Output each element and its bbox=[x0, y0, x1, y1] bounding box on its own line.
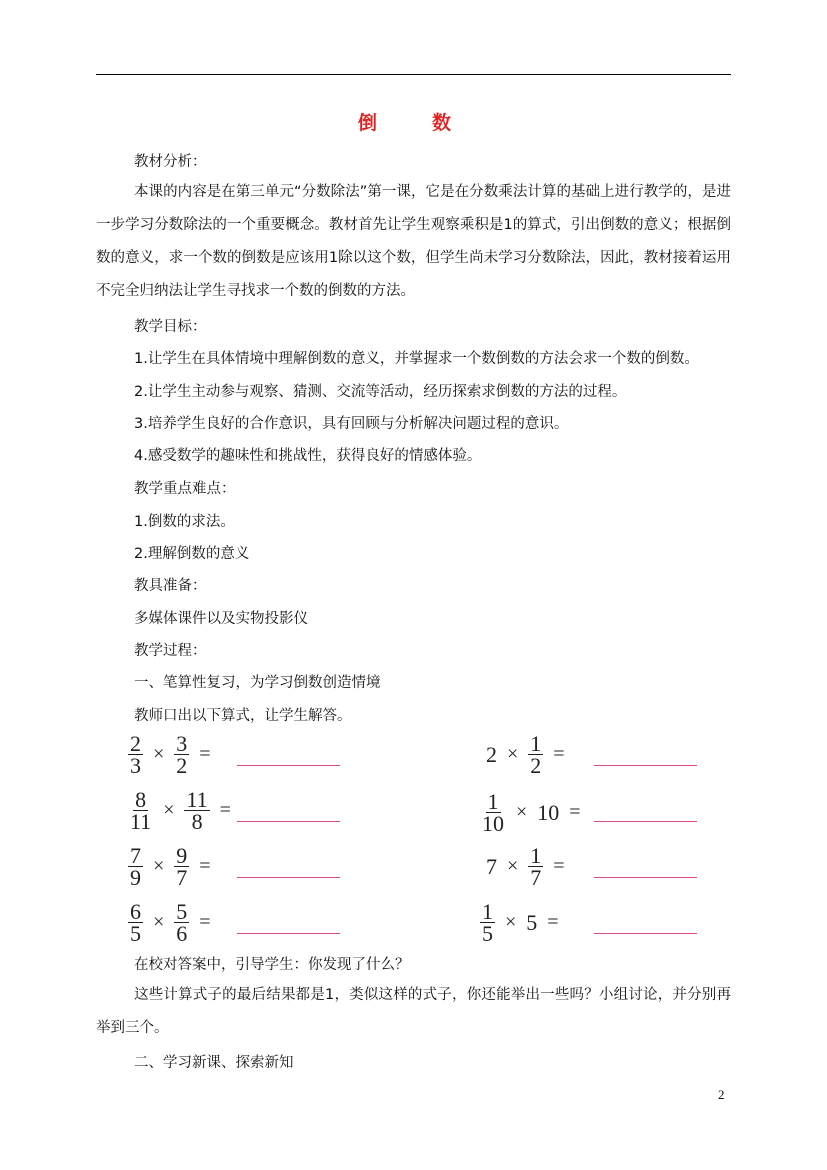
equals-sign: = bbox=[553, 743, 565, 765]
check-question: 在校对答案中，引导学生：你发现了什么？ bbox=[134, 957, 410, 973]
answer-blank[interactable] bbox=[594, 877, 697, 878]
header-rule bbox=[96, 74, 731, 75]
goal-item: 1.让学生在具体情境中理解倒数的意义，并掌握求一个数倒数的方法会求一个数的倒数。 bbox=[134, 351, 699, 367]
whole-number: 2 bbox=[486, 741, 497, 767]
goals-heading: 教学目标： bbox=[134, 319, 207, 335]
step1-intro: 教师口出以下算式，让学生解答。 bbox=[134, 708, 352, 724]
exercise-right-1 bbox=[486, 733, 565, 776]
page-number: 2 bbox=[718, 1087, 725, 1102]
equals-sign: = bbox=[547, 911, 559, 933]
whole-number: 10 bbox=[537, 799, 560, 825]
page-title: 倒 数 bbox=[357, 112, 469, 134]
goal-item: 4.感受数学的趣味性和挑战性，获得良好的情感体验。 bbox=[134, 448, 482, 464]
fraction: $\frac{2}{3}$ bbox=[130, 731, 141, 778]
fraction: $\frac{1}{2}$ bbox=[530, 731, 542, 778]
times-sign: × bbox=[153, 911, 165, 933]
exercise-left-2 bbox=[128, 789, 231, 832]
whole-number: 7 bbox=[486, 853, 497, 879]
fraction: $\frac{11}{8}$ bbox=[186, 787, 208, 834]
equals-sign: = bbox=[219, 799, 231, 821]
times-sign: × bbox=[163, 799, 175, 821]
key-point: 2.理解倒数的意义 bbox=[134, 546, 250, 562]
fraction: $\frac{7}{9}$ bbox=[130, 843, 141, 890]
exercise-left-3 bbox=[128, 845, 211, 888]
exercise-left-1 bbox=[128, 733, 211, 776]
key-heading: 教学重点难点： bbox=[134, 481, 236, 497]
answer-blank[interactable] bbox=[594, 765, 697, 766]
times-sign: × bbox=[507, 743, 519, 765]
fraction: $\frac{1}{5}$ bbox=[482, 899, 493, 946]
exercise-right-3 bbox=[486, 845, 565, 888]
fraction: $\frac{8}{11}$ bbox=[130, 787, 152, 834]
fraction: $\frac{9}{7}$ bbox=[176, 843, 188, 890]
tools-heading: 教具准备： bbox=[134, 578, 207, 594]
whole-number: 5 bbox=[526, 909, 538, 935]
fraction: $\frac{6}{5}$ bbox=[130, 899, 141, 946]
exercise-right-2 bbox=[480, 791, 581, 834]
step2-heading: 二、学习新课、探索新知 bbox=[134, 1055, 294, 1071]
exercise-left-4 bbox=[128, 901, 211, 944]
answer-blank[interactable] bbox=[594, 933, 697, 934]
equals-sign: = bbox=[199, 911, 211, 933]
answer-blank[interactable] bbox=[237, 877, 340, 878]
times-sign: × bbox=[153, 855, 165, 877]
answer-blank[interactable] bbox=[237, 765, 340, 766]
fraction: $\frac{3}{2}$ bbox=[176, 731, 188, 778]
fraction: $\frac{1}{10}$ bbox=[482, 789, 504, 836]
goal-item: 3.培养学生良好的合作意识，具有回顾与分析解决问题过程的意识。 bbox=[134, 416, 569, 432]
times-sign: × bbox=[153, 743, 165, 765]
exercise-right-4 bbox=[480, 901, 559, 944]
fraction: $\frac{1}{7}$ bbox=[530, 843, 542, 890]
equals-sign: = bbox=[569, 801, 581, 823]
equals-sign: = bbox=[199, 855, 211, 877]
times-sign: × bbox=[505, 911, 517, 933]
answer-blank[interactable] bbox=[237, 821, 340, 822]
analysis-heading: 教材分析： bbox=[134, 154, 207, 170]
equals-sign: = bbox=[553, 855, 565, 877]
times-sign: × bbox=[507, 855, 519, 877]
discussion-text: 这些计算式子的最后结果都是1，类似这样的式子，你还能举出一些吗？小组讨论，并分别再举到三个。 bbox=[96, 987, 731, 1036]
tools-text: 多媒体课件以及实物投影仪 bbox=[134, 611, 308, 627]
analysis-body: 本课的内容是在第三单元“分数除法”第一课，它是在分数乘法计算的基础上进行教学的，是进一步学习分数除法的一个重要概念。教材首先让学生观察乘积是1的算式，引出倒数的意义；根据倒数的意义，求一个数的倒数是应该用1除以这个数，但学生尚未学习分数除法，因此，教材接着运用不完全归纳法让学生寻找求一个数的倒数的方法。 bbox=[96, 184, 731, 299]
equals-sign: = bbox=[199, 743, 211, 765]
answer-blank[interactable] bbox=[594, 821, 697, 822]
times-sign: × bbox=[516, 801, 528, 823]
answer-blank[interactable] bbox=[237, 933, 340, 934]
goal-item: 2.让学生主动参与观察、猜测、交流等活动，经历探索求倒数的方法的过程。 bbox=[134, 384, 627, 400]
process-heading: 教学过程： bbox=[134, 643, 207, 659]
key-point: 1.倒数的求法。 bbox=[134, 514, 235, 530]
fraction: $\frac{5}{6}$ bbox=[176, 899, 188, 946]
step1-heading: 一、笔算性复习，为学习倒数创造情境 bbox=[134, 675, 381, 691]
